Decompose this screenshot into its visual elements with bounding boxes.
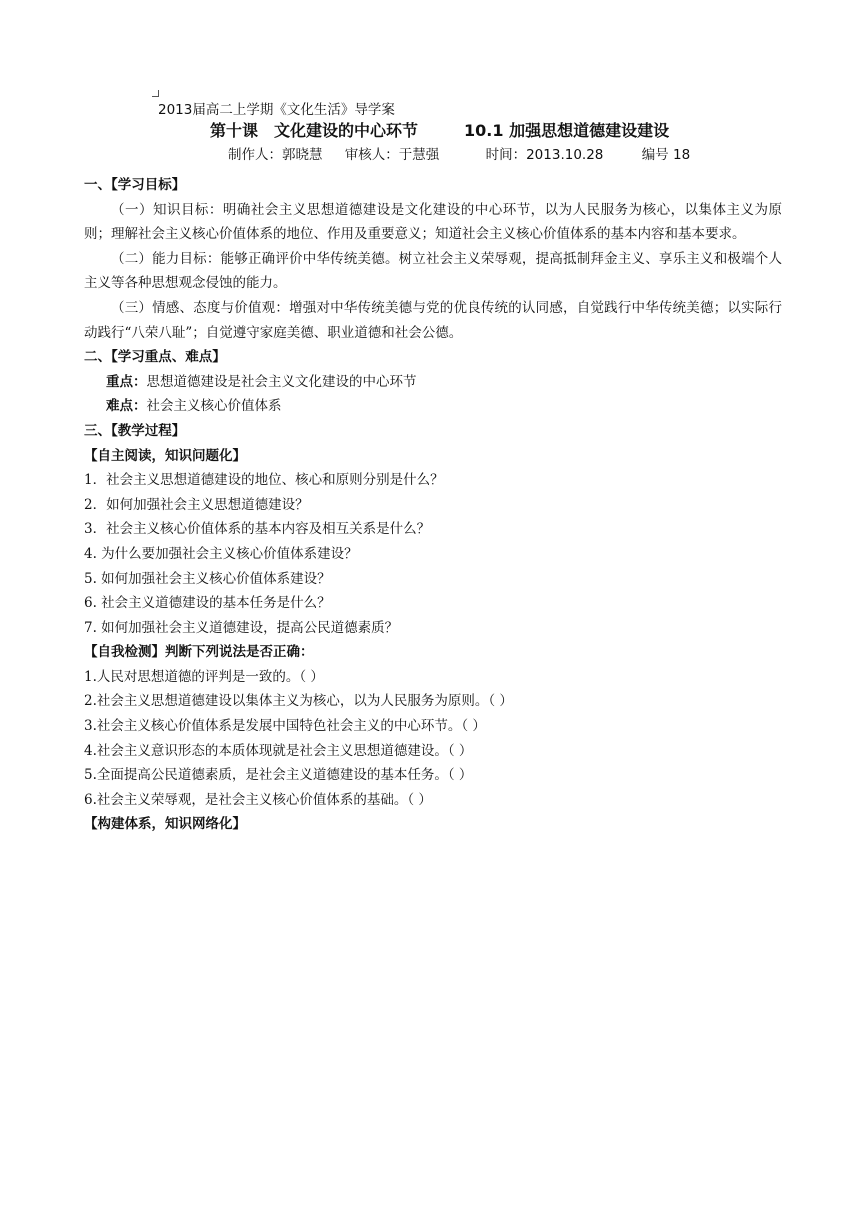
statement-item: 2.社会主义思想道德建设以集体主义为核心，以为人民服务为原则。（ ） (84, 693, 513, 710)
question-item: 7. 如何加强社会主义道德建设，提高公民道德素质？ (84, 619, 399, 636)
goal-emotion: （三）情感、态度与价值观：增强对中华传统美德与党的优良传统的认同感，自觉践行中华传统美德；以实际行动践行“八荣八耻”；自觉遵守家庭美德、职业道德和社会公德。 (84, 299, 782, 341)
goal-ability: （二）能力目标：能够正确评价中华传统美德。树立社会主义荣辱观，提高抵制拜金主义、享乐主义和极端个人主义等各种思想观念侵蚀的能力。 (84, 250, 782, 292)
network-heading: 【构建体系，知识网络化】 (84, 816, 246, 833)
key-label: 重点： (106, 373, 147, 390)
statement-item: 5.全面提高公民道德素质，是社会主义道德建设的基本任务。（ ） (84, 767, 473, 784)
question-item: 4. 为什么要加强社会主义核心价值体系建设？ (84, 545, 358, 562)
reading-heading: 【自主阅读，知识问题化】 (84, 447, 246, 464)
statement-item: 4.社会主义意识形态的本质体现就是社会主义思想道德建设。（ ） (84, 742, 473, 759)
doc-number: 编号 18 (641, 147, 691, 163)
crop-mark (152, 90, 159, 97)
check-heading: 【自我检测】判断下列说法是否正确： (84, 644, 314, 661)
key-text: 思想道德建设是社会主义文化建设的中心环节 (146, 373, 417, 390)
difficult-text: 社会主义核心价值体系 (146, 398, 282, 415)
key-point (84, 370, 782, 395)
statement-item: 1.人民对思想道德的评判是一致的。（ ） (84, 668, 324, 685)
document-header: 2013届高二上学期《文化生活》导学案 (158, 102, 395, 118)
author: 制作人：郭晓慧 (228, 147, 323, 163)
statement-item: 3.社会主义核心价值体系是发展中国特色社会主义的中心环节。（ ） (84, 718, 486, 735)
lesson-title: 第十课 文化建设的中心环节 (210, 121, 419, 140)
section-heading-process: 三、【教学过程】 (84, 422, 186, 439)
reviewer: 审核人：于慧强 (344, 147, 440, 163)
date: 时间：2013.10.28 (485, 147, 604, 163)
statement-item: 6.社会主义荣辱观，是社会主义核心价值体系的基础。（ ） (84, 791, 432, 808)
question-item: 6. 社会主义道德建设的基本任务是什么？ (84, 595, 331, 612)
question-item: 3．社会主义核心价值体系的基本内容及相互关系是什么？ (84, 521, 431, 538)
document-body (84, 173, 782, 837)
section-title: 10.1 加强思想道德建设建设 (464, 121, 670, 140)
page-title (210, 118, 669, 141)
difficult-point (84, 394, 782, 419)
question-item: 5. 如何加强社会主义核心价值体系建设？ (84, 570, 331, 587)
section-heading-goals: 一、【学习目标】 (84, 177, 186, 193)
section-heading-keypoints: 二、【学习重点、难点】 (84, 349, 226, 366)
goal-knowledge: （一）知识目标：明确社会主义思想道德建设是文化建设的中心环节，以为人民服务为核心，以集体主义为原则；理解社会主义核心价值体系的地位、作用及重要意义；知道社会主义核心价值体系的基本内容和基本要求。 (84, 201, 782, 243)
meta-info (228, 143, 690, 163)
question-item: 2．如何加强社会主义思想道德建设？ (84, 496, 309, 513)
difficult-label: 难点： (106, 398, 147, 415)
question-item: 1．社会主义思想道德建设的地位、核心和原则分别是什么？ (84, 472, 444, 489)
